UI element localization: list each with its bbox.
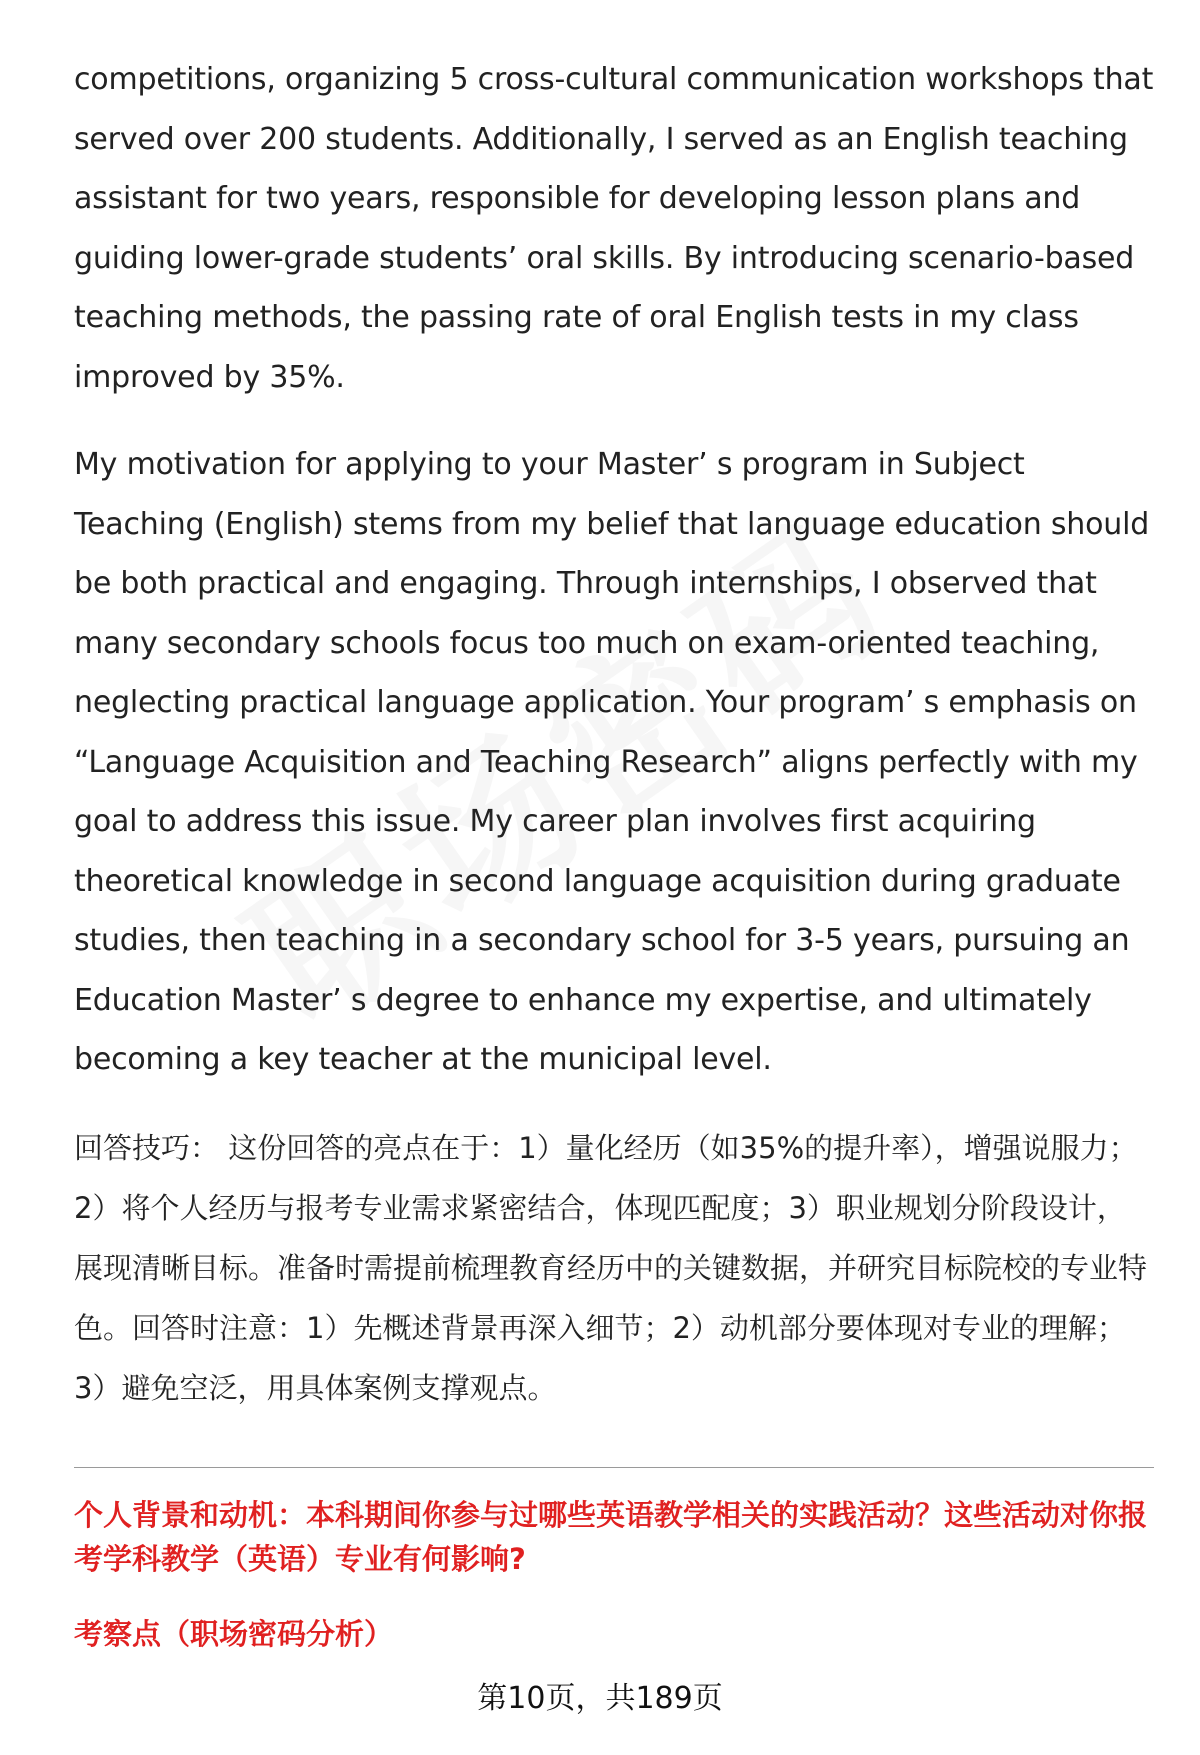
- body-paragraph-experience: competitions, organizing 5 cross-cultural communication workshops that served over 200 students. Additionally, I served as an English teaching assistant for two years, responsible for developing lesson plans and guiding lower-grade students’ oral skills. By introducing scenario-based teaching methods, the passing rate of oral English tests in my class improved by 35%.: [74, 62, 1154, 395]
- page-content: [74, 50, 1154, 1418]
- assessment-subheading: 考察点（职场密码分析）: [74, 1617, 394, 1651]
- page-number: 第10页，共189页: [477, 1681, 723, 1716]
- section-divider: [74, 1467, 1154, 1468]
- question-heading: 个人背景和动机：本科期间你参与过哪些英语教学相关的实践活动？这些活动对你报考学科教学（英语）专业有何影响?: [74, 1498, 1148, 1576]
- answer-tips: 回答技巧： 这份回答的亮点在于：1）量化经历（如35%的提升率），增强说服力；2）将个人经历与报考专业需求紧密结合，体现匹配度；3）职业规划分阶段设计，展现清晰目标。准备时需提前梳理教育经历中的关键数据，并研究目标院校的专业特色。回答时注意：1）先概述背景再深入细节；2）动机部分要体现对专业的理解；3）避免空泛，用具体案例支撑观点。: [74, 1130, 1148, 1405]
- body-paragraph-motivation: My motivation for applying to your Master’ s program in Subject Teaching (English) stems from my belief that language education should be both practical and engaging. Through internships, I observed that many secondary schools focus too much on exam-oriented teaching, neglecting practical language application. Your program’ s emphasis on “Language Acquisition and Teaching Research” aligns perfectly with my goal to address this issue. My career plan involves first acquiring theoretical knowledge in second language acquisition during graduate studies, then teaching in a secondary school for 3-5 years, pursuing an Education Master’ s degree to enhance my expertise, and ultimately becoming a key teacher at the municipal level.: [74, 447, 1150, 1077]
